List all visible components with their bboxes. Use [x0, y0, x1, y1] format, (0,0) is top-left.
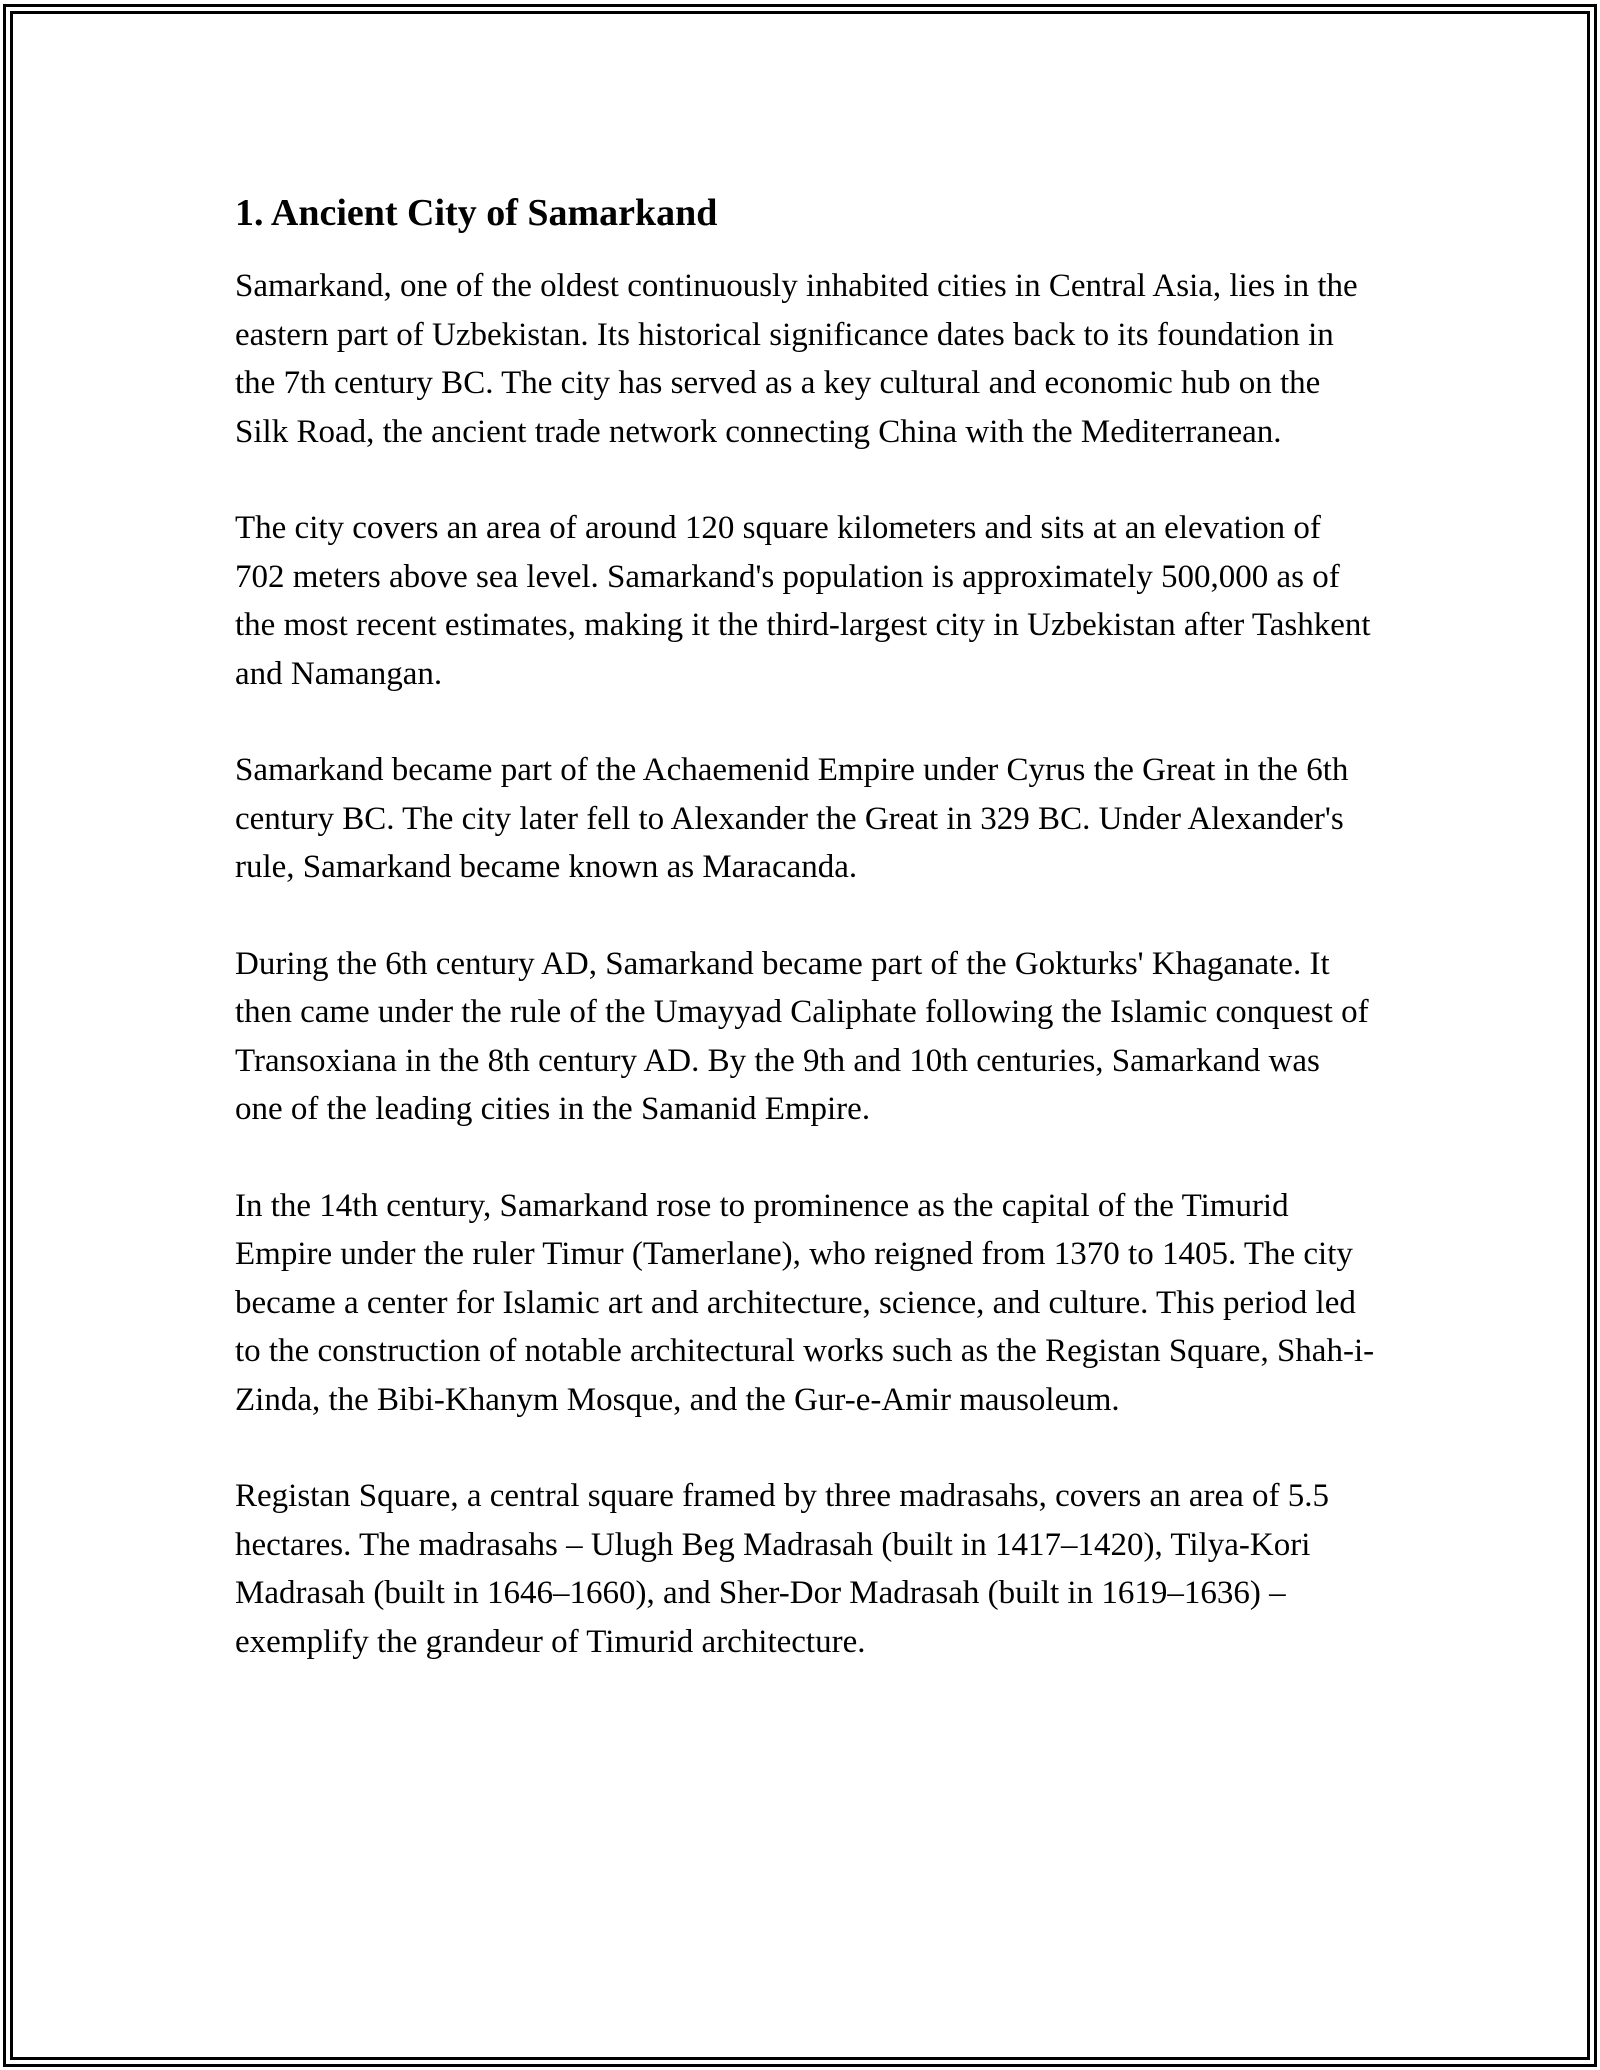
paragraph-geography-population: The city covers an area of around 120 square kilometers and sits at an elevation of 702 meters above sea level. Samarkand's population is approximately 500,000 as of the most recent estimates, making it the third-largest city in Uzbekistan after Tashkent and Namangan. [235, 510, 1371, 692]
section-heading: 1. Ancient City of Samarkand [235, 192, 718, 234]
paragraph-registan-square: Registan Square, a central square framed by three madrasahs, covers an area of 5.5 hectares. The madrasahs – Ulugh Beg Madrasah (built in 1417–1420), Tilya-Kori Madrasah (built in 1646–1660), and Sher-Dor Madrasah (built in 1619–1636) – exemplify the grandeur of Timurid architecture. [235, 1478, 1330, 1660]
paragraph-founding: Samarkand, one of the oldest continuously inhabited cities in Central Asia, lies in the eastern part of Uzbekistan. Its historical significance dates back to its foundation in the 7th century BC. The city has served as a key cultural and economic hub on the Silk Road, the ancient trade network connecting China with the Mediterranean. [235, 268, 1358, 450]
paragraph-timurid-empire: In the 14th century, Samarkand rose to prominence as the capital of the Timurid Empire under the ruler Timur (Tamerlane), who reigned from 1370 to 1405. The city became a center for Islamic art and architecture, science, and culture. This period led to the construction of notable architectural works such as the Registan Square, Shah-i-Zinda, the Bibi-Khanym Mosque, and the Gur-e-Amir mausoleum. [235, 1187, 1375, 1418]
paragraph-achaemenid-alexander: Samarkand became part of the Achaemenid Empire under Cyrus the Great in the 6th century BC. The city later fell to Alexander the Great in 329 BC. Under Alexander's rule, Samarkand became known as Maracanda. [235, 752, 1349, 885]
paragraph-gokturks-samanid: During the 6th century AD, Samarkand became part of the Gokturks' Khaganate. It then came under the rule of the Umayyad Caliphate following the Islamic conquest of Transoxiana in the 8th century AD. By the 9th and 10th centuries, Samarkand was one of the leading cities in the Samanid Empire. [235, 945, 1369, 1127]
document-body [235, 186, 1375, 1714]
